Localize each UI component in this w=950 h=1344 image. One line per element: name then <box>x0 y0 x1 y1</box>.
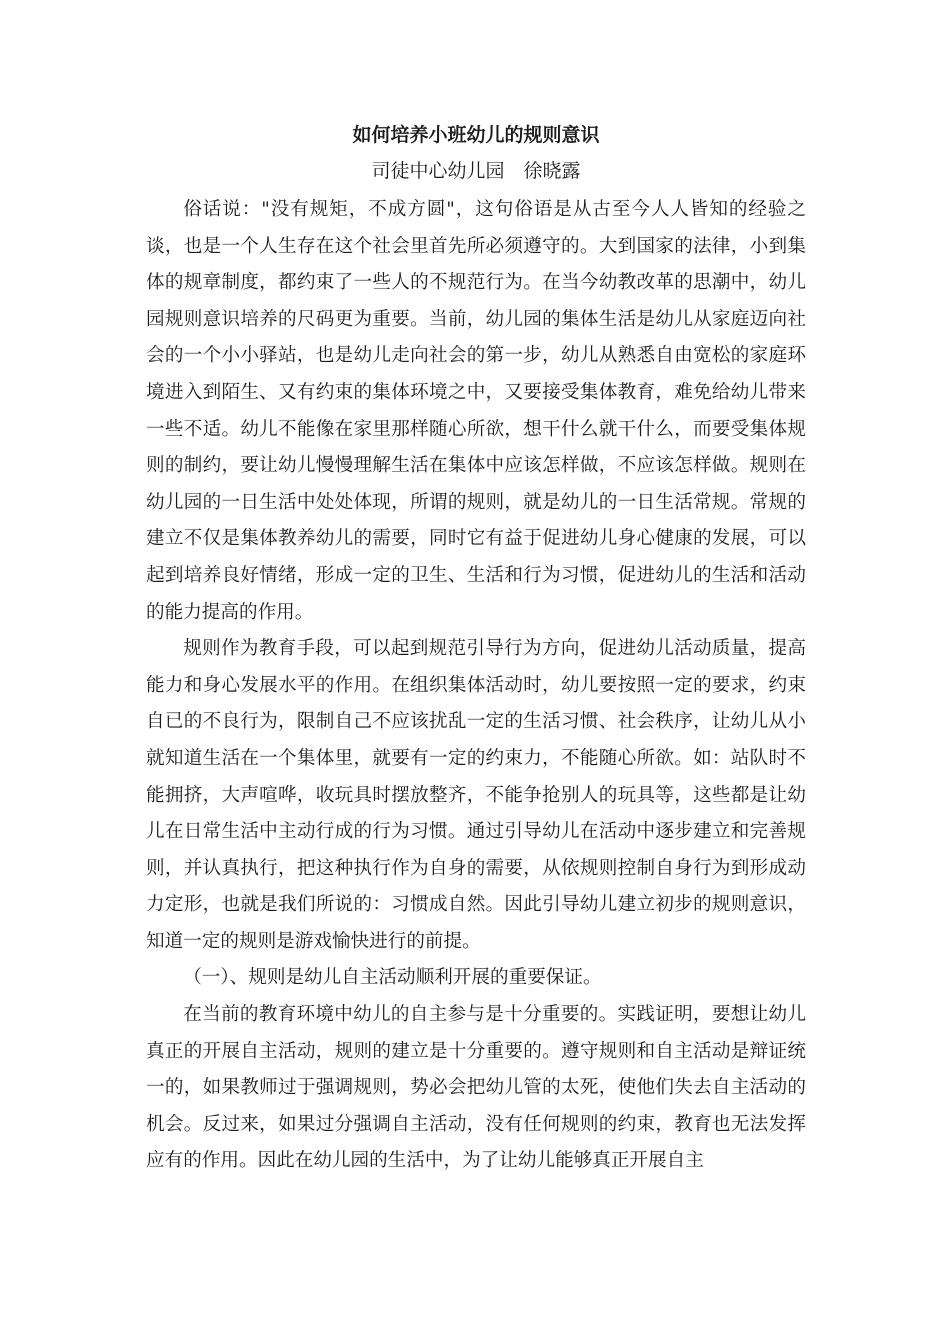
section-heading: （一）、规则是幼儿自主活动顺利开展的重要保证。 <box>183 967 602 989</box>
author-byline: 司徒中心幼儿园 徐晓露 <box>371 160 581 182</box>
body-paragraph: 规则作为教育手段，可以起到规范引导行为方向，促进幼儿活动质量，提高能力和身心发展水平的作用。在组织集体活动时，幼儿要按照一定的要求，约束自已的不良行为，限制自己不应该扰乱一定的生活习惯、社会秩序，让幼儿从小就知道生活在一个集体里，就要有一定的约束力，不能随心所欲。如：站队时不能拥挤，大声喧哗，收玩具时摆放整齐，不能争抢别人的玩具等，这些都是让幼儿在日常生活中主动行成的行为习惯。通过引导幼儿在活动中逐步建立和完善规则，并认真执行，把这种执行作为自身的需要，从依规则控制自身行为到形成动力定形，也就是我们所说的：习惯成自然。因此引导幼儿建立初步的规则意识，知道一定的规则是游戏愉快进行的前提。 <box>146 638 806 952</box>
document-page <box>146 120 806 1180</box>
section-paragraph: 在当前的教育环境中幼儿的自主参与是十分重要的。实践证明，要想让幼儿真正的开展自主活动，规则的建立是十分重要的。遵守规则和自主活动是辩证统一的，如果教师过于强调规则，势必会把幼儿管的太死，使他们失去自主活动的机会。反过来，如果过分强调自主活动，没有任何规则的约束，教育也无法发挥应有的作用。因此在幼儿园的生活中，为了让幼儿能够真正开展自主 <box>146 1004 806 1172</box>
document-title: 如何培养小班幼儿的规则意识 <box>352 124 600 146</box>
body-paragraph: 俗话说："没有规矩，不成方圆"，这句俗语是从古至今人人皆知的经验之谈，也是一个人生存在这个社会里首先所必须遵守的。大到国家的法律，小到集体的规章制度，都约束了一些人的不规范行为。在当今幼教改革的思潮中，幼儿园规则意识培养的尺码更为重要。当前，幼儿园的集体生活是幼儿从家庭迈向社会的一个小小驿站，也是幼儿走向社会的第一步，幼儿从熟悉自由宽松的家庭环境进入到陌生、又有约束的集体环境之中，又要接受集体教育，难免给幼儿带来一些不适。幼儿不能像在家里那样随心所欲，想干什么就干什么，而要受集体规则的制约，要让幼儿慢慢理解生活在集体中应该怎样做，不应该怎样做。规则在幼儿园的一日生活中处处体现，所谓的规则，就是幼儿的一日生活常规。常规的建立不仅是集体教养幼儿的需要，同时它有益于促进幼儿身心健康的发展，可以起到培养良好情绪，形成一定的卫生、生活和行为习惯，促进幼儿的生活和活动的能力提高的作用。 <box>146 199 806 623</box>
